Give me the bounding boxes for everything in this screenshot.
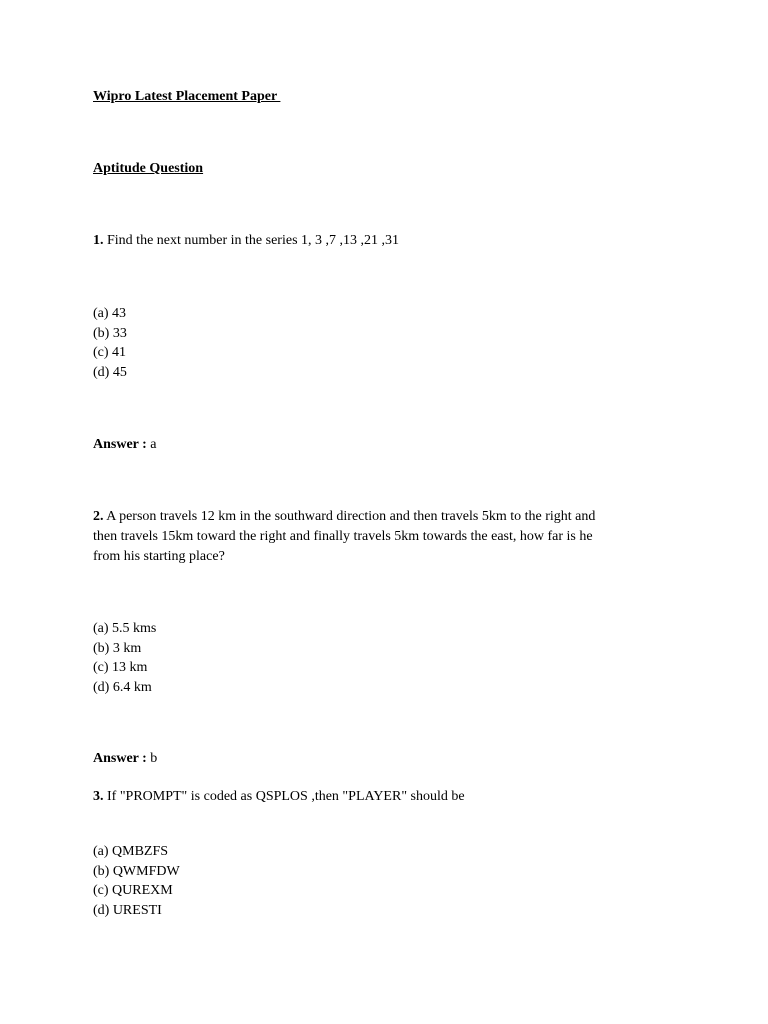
- question-1-number: 1.: [93, 233, 104, 248]
- answer-2: [93, 749, 663, 769]
- title-text: Wipro Latest Placement Paper: [93, 89, 281, 104]
- answer-1: [93, 435, 663, 455]
- question-2-line-1: [93, 507, 663, 527]
- question-2: [93, 507, 663, 567]
- option-item: (c) 13 km: [93, 660, 148, 675]
- question-3: [93, 787, 663, 807]
- section-heading: [93, 159, 663, 179]
- option-item: (c) 41: [93, 345, 127, 360]
- option-item: (a) 5.5 kms: [93, 621, 157, 636]
- option-item: (a) QMBZFS: [93, 844, 169, 859]
- question-2-options: [93, 619, 663, 697]
- question-3-options: [93, 842, 663, 920]
- section-text: Aptitude Question: [93, 161, 204, 176]
- question-1-text: Find the next number in the series 1, 3 ,7 ,13 ,21 ,31: [107, 233, 400, 248]
- option-item: (b) QWMFDW: [93, 863, 180, 879]
- option-item: (d) URESTI: [93, 902, 162, 918]
- answer-label: Answer :: [93, 751, 147, 766]
- option-item: (c) QUREXM: [93, 883, 173, 898]
- question-2-text-line: A person travels 12 km in the southward direction and then travels 5km to the right and: [106, 509, 596, 524]
- option-item: (b) 33: [93, 325, 127, 341]
- question-3-number: 3.: [93, 789, 104, 804]
- question-2-number: 2.: [93, 509, 104, 524]
- question-2-text-line: then travels 15km toward the right and finally travels 5km towards the east, how far is he: [93, 529, 593, 544]
- question-3-text: If "PROMPT" is coded as QSPLOS ,then "PLAYER" should be: [107, 789, 465, 804]
- document-title: [93, 87, 663, 107]
- option-item: (b) 3 km: [93, 640, 142, 656]
- option-item: (a) 43: [93, 306, 127, 321]
- answer-value: b: [150, 751, 158, 766]
- option-item: (d) 45: [93, 364, 127, 380]
- answer-label: Answer :: [93, 437, 147, 452]
- answer-value: a: [150, 437, 157, 452]
- option-item: (d) 6.4 km: [93, 679, 152, 695]
- question-1-options: [93, 304, 663, 382]
- question-2-text-line: from his starting place?: [93, 549, 225, 564]
- question-1: [93, 231, 663, 251]
